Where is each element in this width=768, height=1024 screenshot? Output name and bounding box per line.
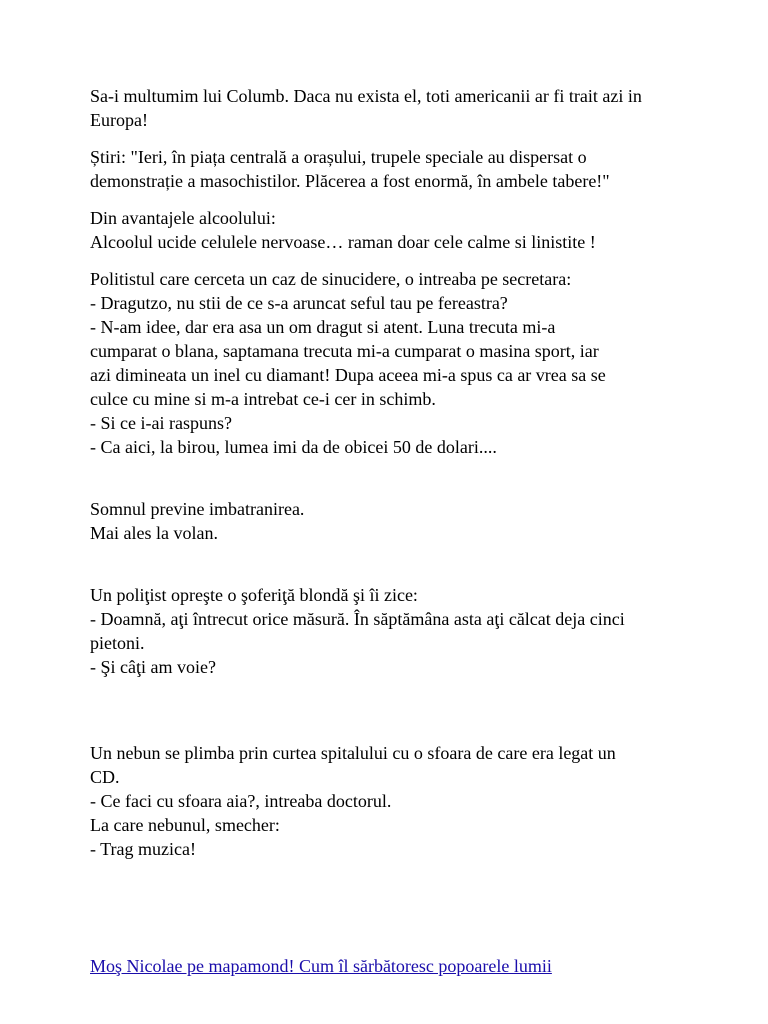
text-line: - Doamnă, aţi întrecut orice măsură. În săptămâna asta aţi călcat deja cinci [90, 609, 625, 629]
text-line: La care nebunul, smecher: [90, 815, 280, 835]
text-line: culce cu mine si m-a intrebat ce-i cer in schimb. [90, 389, 436, 409]
footer-link-container [90, 954, 552, 978]
text-line: - Trag muzica! [90, 839, 196, 859]
joke-blonda [90, 583, 730, 679]
text-line: cumparat o blana, saptamana trecuta mi-a cumparat o masina sport, iar [90, 341, 599, 361]
joke-stiri [90, 145, 730, 193]
joke-columb [90, 84, 730, 132]
text-line: Din avantajele alcoolului: [90, 208, 276, 228]
document-body [90, 84, 730, 861]
text-line: Alcoolul ucide celulele nervoase… raman doar cele calme si linistite ! [90, 232, 596, 252]
text-line: - Ca aici, la birou, lumea imi da de obicei 50 de dolari.... [90, 437, 497, 457]
text-line: - Şi câţi am voie? [90, 657, 216, 677]
text-line: - Dragutzo, nu stii de ce s-a aruncat seful tau pe fereastra? [90, 293, 508, 313]
text-line: Somnul previne imbatranirea. [90, 499, 305, 519]
text-line: Politistul care cerceta un caz de sinucidere, o intreaba pe secretara: [90, 269, 572, 289]
text-line: azi dimineata un inel cu diamant! Dupa aceea mi-a spus ca ar vrea sa se [90, 365, 606, 385]
joke-somnul [90, 497, 730, 545]
text-line: Sa-i multumim lui Columb. Daca nu exista el, toti americanii ar fi trait azi in [90, 86, 642, 106]
text-line: - N-am idee, dar era asa un om dragut si atent. Luna trecuta mi-a [90, 317, 556, 337]
text-line: CD. [90, 767, 120, 787]
text-line: Un poliţist opreşte o şoferiţă blondă şi îi zice: [90, 585, 418, 605]
text-line: Știri: "Ieri, în piața centrală a orașului, trupele speciale au dispersat o [90, 147, 587, 167]
text-line: Europa! [90, 110, 148, 130]
text-line: Un nebun se plimba prin curtea spitalului cu o sfoara de care era legat un [90, 743, 616, 763]
text-line: - Si ce i-ai raspuns? [90, 413, 232, 433]
text-line: - Ce faci cu sfoara aia?, intreaba doctorul. [90, 791, 392, 811]
joke-alcool [90, 206, 730, 254]
text-line: demonstrație a masochistilor. Plăcerea a fost enormă, în ambele tabere!" [90, 171, 610, 191]
footer-link-mos-nicolae[interactable]: Moş Nicolae pe mapamond! Cum îl sărbătoresc popoarele lumii [90, 956, 552, 976]
joke-nebun [90, 741, 730, 861]
text-line: pietoni. [90, 633, 145, 653]
text-line: Mai ales la volan. [90, 523, 218, 543]
joke-secretara [90, 267, 730, 459]
